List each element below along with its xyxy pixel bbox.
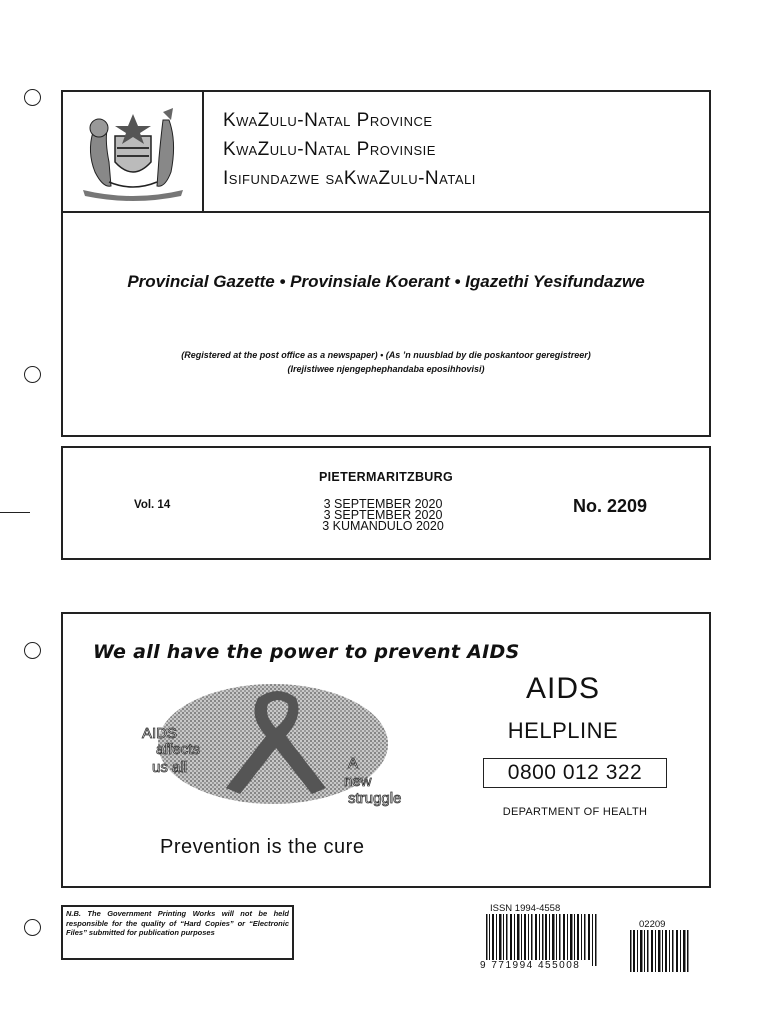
punch-hole-3 (24, 642, 41, 659)
registered-line-1: (Registered at the post office as a newspaper) • (As ’n nuusblad by die poskantoor geregistreer) (181, 350, 591, 360)
coat-of-arms-panel (63, 92, 204, 213)
punch-hole-2 (24, 366, 41, 383)
oval-right-3: struggle (348, 790, 402, 807)
province-line-en: KwaZulu-Natal Province (223, 110, 433, 131)
oval-left-1: AIDS (142, 725, 178, 742)
prevention-slogan: Prevention is the cure (160, 836, 365, 858)
issn-label: ISSN 1994-4558 (490, 903, 561, 914)
helpline-number: 0800 012 322 (483, 758, 667, 788)
helpline-title: AIDS (525, 672, 601, 705)
barcode-digits: 9 771994 455008 (480, 960, 581, 971)
oval-left-3: us all (152, 759, 188, 776)
helpline-sub: HELPLINE (507, 718, 619, 743)
issue-number: No. 2209 (573, 496, 648, 516)
city: PIETERMARITZBURG (319, 470, 453, 484)
date-af: 3 SEPTEMBER 2020 (323, 508, 443, 522)
oval-right-1: A (348, 755, 359, 772)
province-names (223, 106, 476, 193)
province-line-af: KwaZulu-Natal Provinsie (223, 139, 436, 160)
registered-line-2: (Irejistiwee njengephephandaba eposihhovisi) (287, 364, 485, 374)
addon-barcode-icon (628, 930, 692, 972)
disclaimer-text: N.B. The Government Printing Works will not be held responsible for the quality of “Hard Copies” or “Electronic Files” submitted for publication purposes (66, 909, 289, 937)
punch-hole-4 (24, 919, 41, 936)
oval-right-2: new (344, 773, 372, 790)
aids-advert (61, 612, 711, 888)
aids-headline: We all have the power to prevent AIDS (93, 641, 520, 663)
province-line-zu: Isifundazwe saKwaZulu-Natali (223, 168, 476, 189)
punch-hole-1 (24, 89, 41, 106)
department-name: DEPARTMENT OF HEALTH (502, 806, 648, 818)
masthead (61, 90, 711, 437)
oval-left-2: affects (156, 741, 200, 758)
date-en: 3 SEPTEMBER 2020 (323, 497, 443, 511)
coat-of-arms-icon (73, 102, 193, 202)
header-divider (63, 211, 709, 213)
issue-info (61, 446, 711, 560)
fold-mark (0, 512, 30, 513)
disclaimer (61, 905, 294, 960)
gazette-title: Provincial Gazette • Provinsiale Koerant • Igazethi Yesifundazwe (127, 272, 645, 291)
date-zu: 3 KUMANDULO 2020 (322, 519, 444, 533)
addon-number: 02209 (639, 919, 666, 930)
volume: Vol. 14 (134, 499, 171, 511)
ribbon-oval (118, 676, 418, 816)
issue-dates (283, 499, 483, 532)
